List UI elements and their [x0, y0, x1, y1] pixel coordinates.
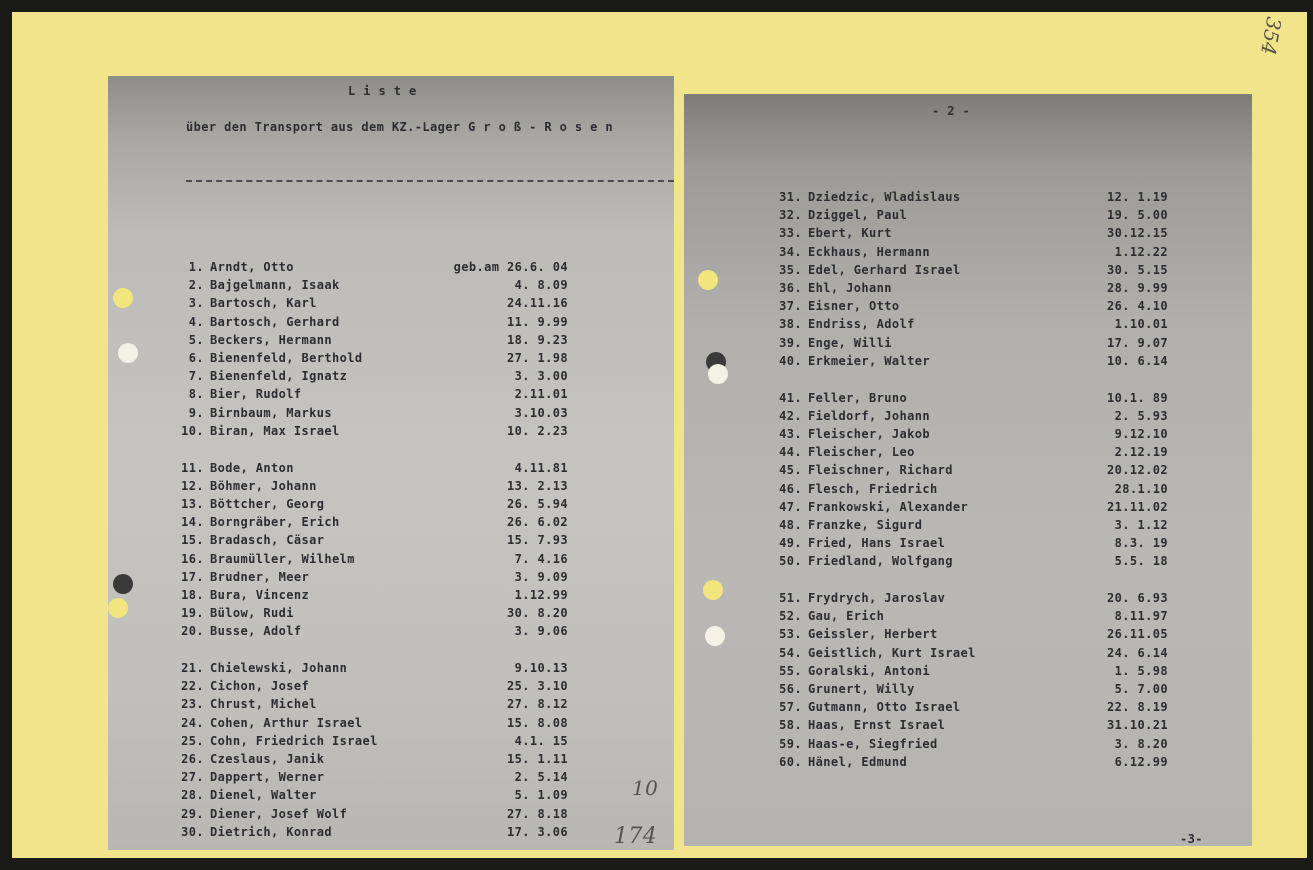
entry-birth-date: 1.10.01: [1114, 317, 1168, 332]
entry-number: 53.: [779, 627, 802, 642]
entry-number: 19.: [181, 606, 204, 621]
entry-number: 10.: [181, 423, 204, 438]
next-page-marker: -3-: [1180, 832, 1203, 846]
entry-birth-date: 3.10.03: [514, 405, 568, 420]
entry-birth-date: 9.12.10: [1114, 426, 1168, 441]
entry-birth-date: 9.10.13: [514, 661, 568, 675]
entry-number: 59.: [779, 736, 802, 751]
entry-number: 43.: [779, 426, 802, 441]
entry-number: 52.: [779, 609, 802, 624]
entry-name: Enge, Willi: [808, 335, 892, 350]
entry-birth-date: 10. 6.14: [1107, 353, 1168, 368]
punch-hole: [708, 364, 728, 384]
entry-number: 54.: [779, 645, 802, 660]
entry-birth-date: 26. 5.94: [507, 496, 568, 511]
page-title: L i s t e: [348, 84, 417, 98]
entry-birth-date: 3. 8.20: [1114, 736, 1168, 751]
entry-name: Eckhaus, Hermann: [808, 244, 930, 259]
entry-birth-date: 24. 6.14: [1107, 645, 1168, 660]
entry-number: 39.: [779, 335, 802, 350]
entry-birth-date: 8.3. 19: [1114, 536, 1168, 551]
entry-number: 37.: [779, 299, 802, 314]
entry-name: Bülow, Rudi: [210, 606, 294, 621]
entry-birth-date: 3. 9.09: [514, 569, 568, 584]
entry-number: 20.: [181, 624, 204, 639]
entry-number: 8.: [188, 387, 204, 402]
entry-name: Cohen, Arthur Israel: [210, 715, 363, 730]
entry-birth-date: 19. 5.00: [1107, 208, 1168, 223]
entry-name: Geissler, Herbert: [808, 627, 938, 642]
entry-number: 47.: [779, 499, 802, 514]
entry-birth-date: 31.10.21: [1107, 718, 1168, 733]
entry-number: 16.: [181, 551, 204, 566]
entry-birth-date: 5. 1.09: [514, 788, 568, 803]
entry-birth-date: 28. 9.99: [1107, 281, 1168, 295]
entry-name: Erkmeier, Walter: [808, 353, 930, 368]
entry-name: Hänel, Edmund: [808, 754, 908, 769]
entry-birth-date: 26. 4.10: [1107, 299, 1168, 314]
entry-name: Haas, Ernst Israel: [808, 718, 946, 733]
entry-birth-date: 27. 8.18: [507, 806, 568, 821]
entry-number: 48.: [779, 517, 802, 532]
entry-name: Frydrych, Jaroslav: [808, 591, 946, 605]
punch-hole: [118, 343, 138, 363]
entry-name: Gau, Erich: [808, 609, 885, 624]
punch-hole: [113, 288, 133, 308]
entry-name: Ebert, Kurt: [808, 226, 892, 241]
entry-birth-date: 6.12.99: [1114, 754, 1168, 769]
entry-number: 18.: [181, 587, 204, 602]
handwritten-note: 10: [632, 776, 659, 800]
entry-number: 44.: [779, 445, 802, 460]
entry-birth-date: 27. 8.12: [507, 697, 568, 712]
entry-number: 11.: [181, 460, 204, 475]
entry-name: Diener, Josef Wolf: [210, 806, 348, 821]
entry-number: 17.: [181, 569, 204, 584]
list-page-1: [108, 76, 674, 850]
entry-number: 21.: [181, 661, 204, 675]
entry-number: 9.: [188, 405, 204, 420]
entry-number: 56.: [779, 682, 802, 696]
entry-number: 57.: [779, 700, 802, 715]
entry-birth-date: 2. 5.93: [1114, 408, 1168, 423]
entry-birth-date: 15. 8.08: [507, 715, 568, 730]
entry-number: 3.: [188, 296, 204, 311]
entry-birth-date: 10. 2.23: [507, 423, 568, 438]
entry-birth-date: 3. 9.06: [514, 624, 568, 639]
entry-number: 36.: [779, 281, 802, 295]
list-page-2: [684, 94, 1252, 846]
entry-birth-date: 26.11.05: [1107, 627, 1168, 642]
entry-number: 6.: [188, 351, 204, 365]
entry-name: Edel, Gerhard Israel: [808, 262, 961, 277]
entry-number: 32.: [779, 208, 802, 223]
entry-number: 58.: [779, 718, 802, 733]
entry-number: 29.: [181, 806, 204, 821]
entry-birth-date: 2.11.01: [514, 387, 568, 402]
entry-number: 24.: [181, 715, 204, 730]
entry-birth-date: 20.12.02: [1107, 463, 1168, 478]
entry-birth-date: 4. 8.09: [514, 278, 568, 293]
entry-birth-date: 30. 8.20: [507, 606, 568, 621]
punch-hole: [113, 574, 133, 594]
entry-number: 15.: [181, 533, 204, 548]
entry-number: 45.: [779, 463, 802, 478]
entry-number: 7.: [188, 369, 204, 384]
entry-name: Frankowski, Alexander: [808, 499, 969, 514]
entry-birth-date: 5.5. 18: [1114, 554, 1168, 569]
entry-number: 46.: [779, 481, 802, 496]
entry-name: Bradasch, Cäsar: [210, 533, 325, 548]
entry-birth-date: 30.12.15: [1107, 226, 1168, 241]
entry-name: Bura, Vincenz: [210, 587, 310, 602]
page-subtitle: über den Transport aus dem KZ.-Lager G r o ß - R o s e n: [186, 120, 613, 134]
entry-birth-date: 21.11.02: [1107, 499, 1168, 514]
entry-number: 31.: [779, 190, 802, 204]
entry-number: 40.: [779, 353, 802, 368]
entry-birth-date: 4.11.81: [514, 460, 568, 475]
entry-birth-date: 28.1.10: [1114, 481, 1168, 496]
entry-name: Geistlich, Kurt Israel: [808, 645, 976, 660]
entry-birth-date: 8.11.97: [1114, 609, 1168, 624]
header-divider: [186, 180, 674, 182]
entry-name: Fleischer, Jakob: [808, 426, 930, 441]
entry-birth-date: 10.1. 89: [1107, 390, 1168, 405]
entry-name: Böttcher, Georg: [210, 496, 325, 511]
entry-name: Böhmer, Johann: [210, 478, 317, 493]
entry-name: Franzke, Sigurd: [808, 517, 923, 532]
entry-number: 14.: [181, 515, 204, 530]
entry-name: Birnbaum, Markus: [210, 405, 332, 420]
entry-birth-date: 4.1. 15: [514, 733, 568, 748]
punch-hole: [698, 270, 718, 290]
entry-birth-date: 1.12.99: [514, 587, 568, 602]
entry-number: 4.: [188, 314, 204, 329]
entry-name: Bienenfeld, Ignatz: [210, 369, 348, 384]
entry-number: 30.: [181, 824, 204, 839]
entry-name: Fieldorf, Johann: [808, 408, 930, 423]
entry-number: 28.: [181, 788, 204, 803]
entry-birth-date: 15. 1.11: [507, 752, 568, 766]
entry-number: 33.: [779, 226, 802, 241]
entry-birth-date: 27. 1.98: [507, 351, 568, 365]
entry-name: Dziedzic, Wladislaus: [808, 190, 961, 204]
entry-name: Dziggel, Paul: [808, 208, 908, 223]
entry-birth-date: 1. 5.98: [1114, 663, 1168, 678]
entry-name: Haas-e, Siegfried: [808, 736, 938, 751]
entry-name: Gutmann, Otto Israel: [808, 700, 961, 715]
entry-name: Czeslaus, Janik: [210, 752, 325, 766]
entry-number: 2.: [188, 278, 204, 293]
entry-number: 34.: [779, 244, 802, 259]
entry-name: Bajgelmann, Isaak: [210, 278, 340, 293]
entry-name: Bartosch, Karl: [210, 296, 317, 311]
entry-number: 50.: [779, 554, 802, 569]
entry-name: Borngräber, Erich: [210, 515, 340, 530]
entry-name: Brudner, Meer: [210, 569, 310, 584]
entry-name: Ehl, Johann: [808, 281, 892, 295]
entry-name: Beckers, Hermann: [210, 332, 332, 347]
entry-name: Dietrich, Konrad: [210, 824, 332, 839]
entry-birth-date: 13. 2.13: [507, 478, 568, 493]
entry-number: 27.: [181, 770, 204, 785]
punch-hole: [108, 598, 128, 618]
entry-name: Bartosch, Gerhard: [210, 314, 340, 329]
entry-name: Goralski, Antoni: [808, 663, 930, 678]
entry-name: Cichon, Josef: [210, 679, 310, 694]
page-number: - 2 -: [932, 104, 971, 118]
entry-name: Feller, Bruno: [808, 390, 908, 405]
entry-number: 1.: [188, 260, 204, 274]
entry-name: Arndt, Otto: [210, 260, 294, 274]
entry-name: Chielewski, Johann: [210, 661, 348, 675]
entry-birth-date: geb.am 26.6. 04: [453, 260, 568, 274]
entry-birth-date: 22. 8.19: [1107, 700, 1168, 715]
entry-birth-date: 18. 9.23: [507, 332, 568, 347]
entry-name: Biran, Max Israel: [210, 423, 340, 438]
entry-name: Bier, Rudolf: [210, 387, 302, 402]
entry-birth-date: 30. 5.15: [1107, 262, 1168, 277]
entry-birth-date: 1.12.22: [1114, 244, 1168, 259]
punch-hole: [705, 626, 725, 646]
entry-name: Grunert, Willy: [808, 682, 915, 696]
entry-name: Chrust, Michel: [210, 697, 317, 712]
entry-number: 12.: [181, 478, 204, 493]
entry-birth-date: 2. 5.14: [514, 770, 568, 785]
entry-name: Eisner, Otto: [808, 299, 900, 314]
entry-number: 5.: [188, 332, 204, 347]
handwritten-note: 174: [614, 824, 658, 849]
entry-number: 23.: [181, 697, 204, 712]
entry-number: 42.: [779, 408, 802, 423]
entry-name: Braumüller, Wilhelm: [210, 551, 355, 566]
entry-birth-date: 3. 1.12: [1114, 517, 1168, 532]
entry-birth-date: 17. 3.06: [507, 824, 568, 839]
entry-birth-date: 12. 1.19: [1107, 190, 1168, 204]
entry-birth-date: 2.12.19: [1114, 445, 1168, 460]
entry-number: 35.: [779, 262, 802, 277]
entry-birth-date: 26. 6.02: [507, 515, 568, 530]
entry-number: 49.: [779, 536, 802, 551]
entry-name: Flesch, Friedrich: [808, 481, 938, 496]
entry-number: 25.: [181, 733, 204, 748]
entry-number: 22.: [181, 679, 204, 694]
punch-hole: [703, 580, 723, 600]
entry-name: Fleischer, Leo: [808, 445, 915, 460]
entry-number: 13.: [181, 496, 204, 511]
archive-page-number: 354: [1255, 15, 1287, 57]
entry-name: Cohn, Friedrich Israel: [210, 733, 378, 748]
entry-number: 60.: [779, 754, 802, 769]
entry-name: Dienel, Walter: [210, 788, 317, 803]
entry-birth-date: 25. 3.10: [507, 679, 568, 694]
entry-birth-date: 7. 4.16: [514, 551, 568, 566]
entry-birth-date: 3. 3.00: [514, 369, 568, 384]
entry-birth-date: 11. 9.99: [507, 314, 568, 329]
entry-name: Fleischner, Richard: [808, 463, 953, 478]
entry-name: Bienenfeld, Berthold: [210, 351, 363, 365]
entry-birth-date: 15. 7.93: [507, 533, 568, 548]
entry-birth-date: 5. 7.00: [1114, 682, 1168, 696]
entry-birth-date: 20. 6.93: [1107, 591, 1168, 605]
entry-name: Bode, Anton: [210, 460, 294, 475]
entry-number: 26.: [181, 752, 204, 766]
entry-name: Fried, Hans Israel: [808, 536, 946, 551]
entry-birth-date: 24.11.16: [507, 296, 568, 311]
entry-number: 41.: [779, 390, 802, 405]
entry-number: 55.: [779, 663, 802, 678]
entry-name: Friedland, Wolfgang: [808, 554, 953, 569]
entry-number: 51.: [779, 591, 802, 605]
entry-name: Busse, Adolf: [210, 624, 302, 639]
entry-birth-date: 17. 9.07: [1107, 335, 1168, 350]
entry-name: Endriss, Adolf: [808, 317, 915, 332]
entry-number: 38.: [779, 317, 802, 332]
entry-name: Dappert, Werner: [210, 770, 325, 785]
